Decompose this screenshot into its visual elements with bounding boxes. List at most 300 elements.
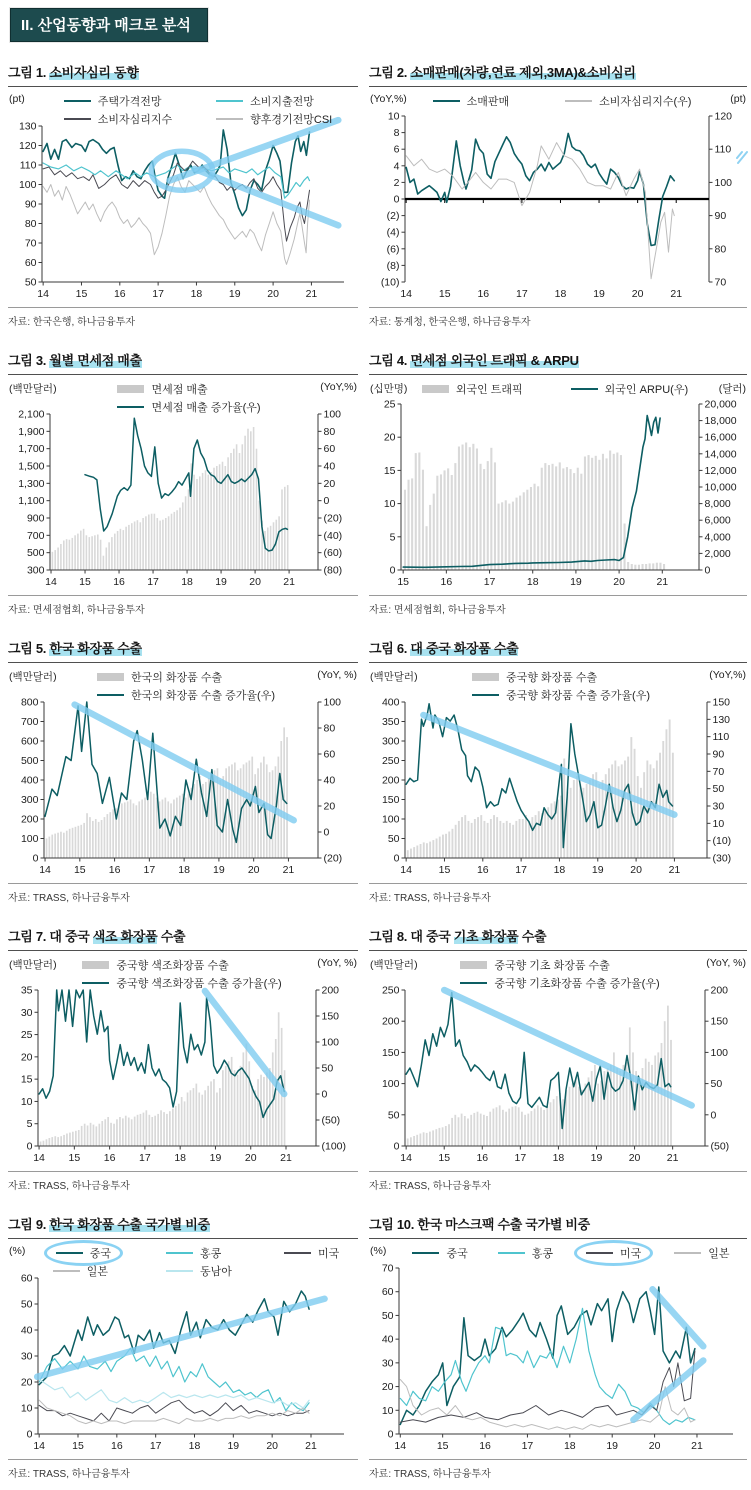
svg-text:0: 0 <box>26 1140 33 1153</box>
svg-text:50: 50 <box>24 276 37 289</box>
svg-text:(2): (2) <box>386 210 400 223</box>
svg-text:20,000: 20,000 <box>704 398 737 411</box>
svg-text:0: 0 <box>387 1428 394 1441</box>
svg-text:14: 14 <box>45 576 57 588</box>
svg-text:17: 17 <box>515 864 527 876</box>
chart-body-fig7 <box>8 956 358 1164</box>
svg-text:800: 800 <box>20 696 39 709</box>
right-axis-unit: (YoY, %) <box>317 669 357 681</box>
chart-svg-fig6 <box>369 668 747 876</box>
legend-label: 한국의 화장품 수출 증가율(우) <box>130 690 275 702</box>
svg-text:2,100: 2,100 <box>18 408 45 421</box>
svg-text:0: 0 <box>393 193 400 206</box>
svg-text:300: 300 <box>381 735 400 748</box>
svg-text:200: 200 <box>710 984 729 997</box>
svg-text:19: 19 <box>606 1440 619 1452</box>
svg-text:17: 17 <box>521 1440 534 1452</box>
chart-svg-fig10 <box>369 1244 747 1452</box>
svg-text:100: 100 <box>710 1046 729 1059</box>
svg-text:400: 400 <box>20 774 39 787</box>
svg-text:21: 21 <box>283 576 295 588</box>
right-axis-unit: (달러) <box>718 383 746 395</box>
svg-text:130: 130 <box>712 713 731 726</box>
svg-text:200: 200 <box>381 774 400 787</box>
svg-text:16: 16 <box>476 1152 489 1164</box>
svg-text:10: 10 <box>20 1095 33 1108</box>
svg-text:15: 15 <box>75 288 88 300</box>
svg-text:0: 0 <box>32 852 39 865</box>
legend-label: 중국향 기초 화장품 수출 <box>494 960 610 972</box>
svg-text:19: 19 <box>215 576 227 588</box>
chart-title-fig2 <box>369 62 747 87</box>
svg-text:20: 20 <box>613 576 625 588</box>
svg-text:18: 18 <box>552 1152 565 1164</box>
svg-text:100: 100 <box>381 1078 400 1091</box>
chart-title-text: 그림 5. <box>8 641 50 656</box>
svg-text:300: 300 <box>26 564 45 577</box>
svg-text:19: 19 <box>593 288 605 300</box>
svg-text:(4): (4) <box>386 226 400 239</box>
chart-panel-fig10 <box>369 1214 747 1480</box>
svg-text:16: 16 <box>103 1152 116 1164</box>
chart-source: 자료: 면세점협회, 하나금융투자 <box>369 595 747 616</box>
chart-body-fig4 <box>369 380 747 588</box>
svg-text:6: 6 <box>393 143 400 156</box>
svg-text:(50): (50) <box>321 1114 341 1127</box>
left-axis-unit: (백만달러) <box>370 671 418 683</box>
svg-text:4,000: 4,000 <box>704 531 731 544</box>
legend-label: 외국인 ARPU(우) <box>604 384 689 396</box>
svg-text:16: 16 <box>477 288 490 300</box>
svg-text:0: 0 <box>393 1140 400 1153</box>
legend-label: 주택가격전망 <box>97 96 162 108</box>
svg-text:(10): (10) <box>380 276 400 289</box>
svg-text:50: 50 <box>321 1062 334 1075</box>
svg-text:0: 0 <box>323 495 330 508</box>
legend-label: 중국향 화장품 수출 증가율(우) <box>505 690 650 702</box>
chart-panel-fig1 <box>8 62 358 328</box>
svg-text:100: 100 <box>18 179 37 191</box>
svg-text:14,000: 14,000 <box>704 448 737 461</box>
svg-text:15: 15 <box>438 864 451 876</box>
svg-text:5: 5 <box>389 531 396 544</box>
svg-text:0: 0 <box>26 1428 33 1441</box>
legend-label: 면세점 매출 <box>151 384 208 396</box>
svg-text:100: 100 <box>323 408 342 421</box>
svg-text:130: 130 <box>18 120 37 133</box>
legend-label: 중국향 색조화장품 수출 증가율(우) <box>116 978 282 990</box>
svg-text:500: 500 <box>26 547 45 560</box>
svg-text:10: 10 <box>20 1402 33 1415</box>
svg-text:17: 17 <box>149 1440 162 1452</box>
svg-text:20: 20 <box>20 1051 33 1064</box>
svg-text:16: 16 <box>108 864 121 876</box>
svg-text:110: 110 <box>714 143 732 156</box>
svg-text:17: 17 <box>514 1152 527 1164</box>
svg-text:20: 20 <box>244 1152 257 1164</box>
svg-text:15: 15 <box>436 1440 449 1452</box>
chart-title-text: 그림 10. 한국 마스크팩 수출 국가별 비중 <box>369 1217 590 1232</box>
svg-text:6,000: 6,000 <box>704 514 731 527</box>
svg-text:(100): (100) <box>321 1140 347 1153</box>
chart-source: 자료: TRASS, 하나금융투자 <box>8 1171 358 1192</box>
chart-source: 자료: TRASS, 하나금융투자 <box>8 883 358 904</box>
svg-text:70: 70 <box>381 1262 394 1275</box>
chart-source: 자료: TRASS, 하나금융투자 <box>369 883 747 904</box>
chart-title-fig9 <box>8 1214 358 1239</box>
left-axis-unit: (백만달러) <box>9 959 57 971</box>
svg-text:110: 110 <box>19 159 37 172</box>
svg-text:18: 18 <box>553 864 566 876</box>
svg-text:0: 0 <box>393 852 400 865</box>
chart-title-fig4 <box>369 350 747 375</box>
svg-text:(60): (60) <box>323 547 343 560</box>
svg-text:(80): (80) <box>323 564 343 577</box>
svg-text:14: 14 <box>394 1440 407 1452</box>
svg-text:40: 40 <box>20 1324 33 1337</box>
chart-title-fig8 <box>369 926 747 951</box>
svg-text:15: 15 <box>79 576 91 588</box>
legend-label: 소비자심리지수(우) <box>599 96 692 108</box>
svg-text:19: 19 <box>590 1152 603 1164</box>
svg-text:80: 80 <box>323 722 336 735</box>
svg-text:10: 10 <box>387 110 400 123</box>
svg-text:150: 150 <box>381 794 400 806</box>
svg-text:80: 80 <box>323 425 336 438</box>
svg-text:60: 60 <box>323 748 336 761</box>
svg-text:17: 17 <box>139 1152 151 1164</box>
svg-text:100: 100 <box>20 833 39 845</box>
left-axis-unit: (pt) <box>9 93 25 105</box>
svg-text:17: 17 <box>143 864 156 876</box>
svg-text:350: 350 <box>381 716 400 728</box>
svg-text:17: 17 <box>152 288 164 300</box>
svg-text:18: 18 <box>563 1440 576 1452</box>
svg-text:21: 21 <box>656 576 669 588</box>
svg-text:150: 150 <box>712 696 731 709</box>
svg-text:19: 19 <box>228 288 241 300</box>
svg-text:20: 20 <box>323 800 336 813</box>
svg-text:21: 21 <box>305 288 318 300</box>
svg-text:15: 15 <box>72 1440 84 1452</box>
chart-title-text: 그림 8. 대 중국 <box>369 929 454 944</box>
chart-title-highlight: 대 중국 화장품 수출 <box>410 641 519 656</box>
svg-text:60: 60 <box>20 1272 33 1285</box>
svg-text:15: 15 <box>438 1152 451 1164</box>
legend-label: 중국 <box>446 1248 468 1260</box>
chart-title-text: 그림 4. <box>369 353 411 368</box>
chart-body-fig8 <box>369 956 747 1164</box>
svg-text:0: 0 <box>389 564 396 577</box>
chart-source: 자료: 통계청, 한국은행, 하나금융투자 <box>369 307 747 328</box>
svg-text:8: 8 <box>393 127 400 140</box>
chart-source: 자료: TRASS, 하나금융투자 <box>8 1459 358 1480</box>
chart-title-fig5 <box>8 638 358 663</box>
legend-label: 중국향 기초화장품 수출 증가율(우) <box>494 978 660 990</box>
legend-label: 일본 <box>708 1248 730 1260</box>
svg-text:60: 60 <box>24 257 37 269</box>
svg-text:2: 2 <box>393 176 400 189</box>
svg-text:90: 90 <box>24 198 37 211</box>
svg-text:40: 40 <box>381 1333 394 1346</box>
chart-panel-fig7 <box>8 926 358 1192</box>
svg-text:1,500: 1,500 <box>18 460 45 473</box>
svg-text:15: 15 <box>397 576 410 588</box>
chart-body-fig5 <box>8 668 358 876</box>
svg-text:150: 150 <box>321 1010 340 1023</box>
chart-title-highlight: 기초 화장품 <box>453 929 519 944</box>
svg-text:20: 20 <box>628 1152 641 1164</box>
svg-text:90: 90 <box>712 748 725 761</box>
svg-text:(20): (20) <box>323 852 343 865</box>
svg-text:40: 40 <box>323 460 336 473</box>
svg-text:20: 20 <box>267 288 279 300</box>
chart-svg-fig9 <box>8 1244 358 1452</box>
svg-text:600: 600 <box>20 735 39 748</box>
svg-text:700: 700 <box>20 716 39 728</box>
chart-title-text: 그림 6. <box>369 641 411 656</box>
chart-svg-fig2 <box>369 92 747 300</box>
svg-text:30: 30 <box>20 1350 33 1363</box>
svg-text:16: 16 <box>440 576 453 588</box>
svg-text:16: 16 <box>113 288 126 300</box>
svg-text:19: 19 <box>591 864 604 876</box>
chart-title-text: 그림 9. <box>8 1217 50 1232</box>
svg-text:70: 70 <box>712 765 725 778</box>
svg-text:14: 14 <box>33 1152 45 1164</box>
legend-label: 소매판매 <box>466 96 510 108</box>
svg-text:16: 16 <box>479 1440 491 1452</box>
chart-body-fig3 <box>8 380 358 588</box>
right-axis-unit: (YoY, %) <box>317 957 357 969</box>
svg-text:200: 200 <box>20 813 39 826</box>
svg-text:18: 18 <box>188 1440 201 1452</box>
legend-label: 한국의 화장품 수출 <box>130 672 223 684</box>
chart-source: 자료: 면세점협회, 하나금융투자 <box>8 595 358 616</box>
chart-title-fig3 <box>8 350 358 375</box>
svg-text:15: 15 <box>68 1152 81 1164</box>
svg-text:50: 50 <box>387 833 400 845</box>
svg-text:1,300: 1,300 <box>18 477 45 490</box>
legend-label: 홍콩 <box>200 1248 222 1260</box>
svg-text:17: 17 <box>483 576 496 588</box>
svg-text:120: 120 <box>18 140 37 152</box>
chart-svg-fig5 <box>8 668 358 876</box>
svg-text:150: 150 <box>710 1015 729 1028</box>
svg-text:18: 18 <box>181 576 193 588</box>
svg-text:21: 21 <box>670 288 683 300</box>
svg-text:100: 100 <box>323 696 342 709</box>
chart-title-fig1 <box>8 62 358 87</box>
svg-text:16: 16 <box>110 1440 123 1452</box>
svg-text:19: 19 <box>227 1440 240 1452</box>
chart-title-fig6 <box>369 638 747 663</box>
svg-text:16,000: 16,000 <box>704 431 737 444</box>
chart-title-highlight: 면세점 외국인 트래픽 & ARPU <box>410 353 579 368</box>
svg-text:110: 110 <box>712 731 730 744</box>
legend-label: 중국 <box>89 1248 112 1260</box>
svg-text:100: 100 <box>714 176 733 189</box>
svg-text:60: 60 <box>381 1286 394 1299</box>
chart-title-fig10 <box>369 1214 747 1239</box>
svg-text:(6): (6) <box>386 243 400 256</box>
svg-text:10: 10 <box>381 1404 394 1417</box>
legend-label: 중국향 화장품 수출 <box>505 672 598 684</box>
legend-label: 미국 <box>620 1248 642 1260</box>
svg-text:30: 30 <box>381 1357 394 1370</box>
chart-body-fig1 <box>8 92 358 300</box>
chart-title-text: 수출 <box>518 929 547 944</box>
svg-text:70: 70 <box>24 237 37 250</box>
left-axis-unit: (%) <box>370 1245 387 1257</box>
left-axis-unit: (백만달러) <box>9 383 57 395</box>
svg-text:200: 200 <box>381 1015 400 1028</box>
svg-text:100: 100 <box>321 1036 340 1049</box>
svg-text:50: 50 <box>712 783 725 796</box>
svg-text:19: 19 <box>570 576 582 588</box>
svg-text:20: 20 <box>630 864 642 876</box>
svg-text:(50): (50) <box>710 1140 730 1153</box>
svg-text:0: 0 <box>704 564 711 577</box>
svg-text:20: 20 <box>648 1440 661 1452</box>
chart-svg-fig8 <box>369 956 747 1164</box>
legend-label: 동남아 <box>200 1266 232 1278</box>
svg-text:900: 900 <box>26 512 45 525</box>
svg-text:14: 14 <box>400 1152 412 1164</box>
svg-text:15: 15 <box>438 288 451 300</box>
svg-text:700: 700 <box>26 529 45 542</box>
chart-title-text: 그림 3. <box>8 353 50 368</box>
svg-text:150: 150 <box>381 1046 400 1059</box>
chart-title-text: 그림 2. <box>369 65 411 80</box>
svg-text:18: 18 <box>526 576 539 588</box>
svg-text:15: 15 <box>383 464 396 477</box>
legend-label: 소비자심리지수 <box>97 114 173 126</box>
svg-text:1,700: 1,700 <box>18 443 45 456</box>
svg-text:500: 500 <box>20 755 39 767</box>
svg-text:30: 30 <box>712 800 725 813</box>
svg-text:15: 15 <box>20 1073 33 1086</box>
svg-text:18: 18 <box>178 864 190 876</box>
legend-label: 일본 <box>86 1266 109 1278</box>
svg-text:20: 20 <box>631 288 644 300</box>
chart-source: 자료: 한국은행, 하나금융투자 <box>8 307 358 328</box>
chart-title-highlight: 소비자심리 동향 <box>49 65 139 80</box>
svg-text:10: 10 <box>383 498 396 511</box>
svg-text:200: 200 <box>321 984 340 997</box>
left-axis-unit: (십만명) <box>370 383 408 395</box>
svg-text:(8): (8) <box>386 259 400 272</box>
svg-text:16: 16 <box>476 864 489 876</box>
svg-text:21: 21 <box>666 1152 679 1164</box>
svg-text:14: 14 <box>400 288 413 300</box>
svg-text:300: 300 <box>20 794 39 806</box>
svg-text:(20): (20) <box>323 512 343 525</box>
svg-text:25: 25 <box>383 398 396 411</box>
svg-text:21: 21 <box>280 1152 292 1164</box>
chart-title-text: 그림 1. <box>8 65 50 80</box>
svg-text:400: 400 <box>381 696 400 709</box>
svg-text:2,000: 2,000 <box>704 547 731 560</box>
svg-text:80: 80 <box>714 243 727 256</box>
svg-text:14: 14 <box>400 864 412 876</box>
svg-text:1,100: 1,100 <box>18 495 45 508</box>
svg-text:14: 14 <box>37 288 49 300</box>
svg-text:20: 20 <box>249 576 261 588</box>
svg-text:120: 120 <box>714 110 733 123</box>
svg-text:16: 16 <box>113 576 125 588</box>
svg-text:25: 25 <box>20 1029 33 1042</box>
section-header-label: II. 산업동향과 매크로 분석 <box>21 17 191 34</box>
legend-label: 미국 <box>317 1248 340 1260</box>
svg-text:80: 80 <box>24 218 37 230</box>
svg-text:15: 15 <box>73 864 86 876</box>
right-axis-unit: (YoY,%) <box>709 669 746 681</box>
legend-label: 중국향 색조화장품 수출 <box>116 960 229 972</box>
legend-label: 외국인 트래픽 <box>455 384 523 396</box>
charts-grid <box>8 62 747 1480</box>
chart-svg-fig3 <box>8 380 358 588</box>
chart-title-highlight: 월별 면세점 매출 <box>49 353 142 368</box>
right-axis-unit: (YoY, %) <box>706 957 746 969</box>
chart-title-highlight: 한국 화장품 수출 <box>49 641 142 656</box>
chart-body-fig6 <box>369 668 747 876</box>
svg-text:250: 250 <box>381 755 400 767</box>
svg-text:90: 90 <box>714 210 727 223</box>
chart-svg-fig7 <box>8 956 358 1164</box>
svg-text:50: 50 <box>710 1078 723 1091</box>
svg-text:10,000: 10,000 <box>704 481 737 494</box>
svg-text:21: 21 <box>668 864 681 876</box>
svg-text:50: 50 <box>20 1298 33 1311</box>
left-axis-unit: (백만달러) <box>9 671 57 683</box>
left-axis-unit: (YoY,%) <box>370 93 407 105</box>
svg-text:20: 20 <box>383 431 396 444</box>
svg-text:(30): (30) <box>712 852 732 865</box>
legend-label: 소비지출전망 <box>250 96 314 108</box>
chart-source: 자료: TRASS, 하나금융투자 <box>369 1171 747 1192</box>
left-axis-unit: (%) <box>9 1245 26 1257</box>
left-axis-unit: (백만달러) <box>370 959 418 971</box>
chart-panel-fig4 <box>369 350 747 616</box>
chart-panel-fig9 <box>8 1214 358 1480</box>
chart-panel-fig3 <box>8 350 358 616</box>
legend-label: 홍콩 <box>531 1248 553 1260</box>
svg-text:50: 50 <box>381 1309 394 1322</box>
svg-text:5: 5 <box>26 1118 33 1131</box>
svg-text:60: 60 <box>323 443 336 456</box>
chart-title-fig7 <box>8 926 358 951</box>
chart-source: 자료: TRASS, 하나금융투자 <box>369 1459 747 1480</box>
svg-text:70: 70 <box>714 276 727 289</box>
chart-title-text: 수출 <box>157 929 186 944</box>
svg-text:40: 40 <box>323 774 336 787</box>
svg-text:19: 19 <box>213 864 225 876</box>
svg-text:0: 0 <box>323 826 330 839</box>
svg-text:21: 21 <box>691 1440 703 1452</box>
svg-text:18,000: 18,000 <box>704 415 737 428</box>
svg-text:8,000: 8,000 <box>704 498 731 511</box>
chart-panel-fig2 <box>369 62 747 328</box>
svg-text:20: 20 <box>247 864 260 876</box>
marker-scribble-icon <box>736 148 750 166</box>
svg-text:35: 35 <box>20 984 33 997</box>
svg-text:4: 4 <box>393 160 400 173</box>
svg-text:20: 20 <box>381 1381 394 1394</box>
chart-title-highlight: 한국 화장품 수출 국가별 비중 <box>49 1217 210 1232</box>
svg-text:19: 19 <box>209 1152 222 1164</box>
svg-text:21: 21 <box>305 1440 317 1452</box>
